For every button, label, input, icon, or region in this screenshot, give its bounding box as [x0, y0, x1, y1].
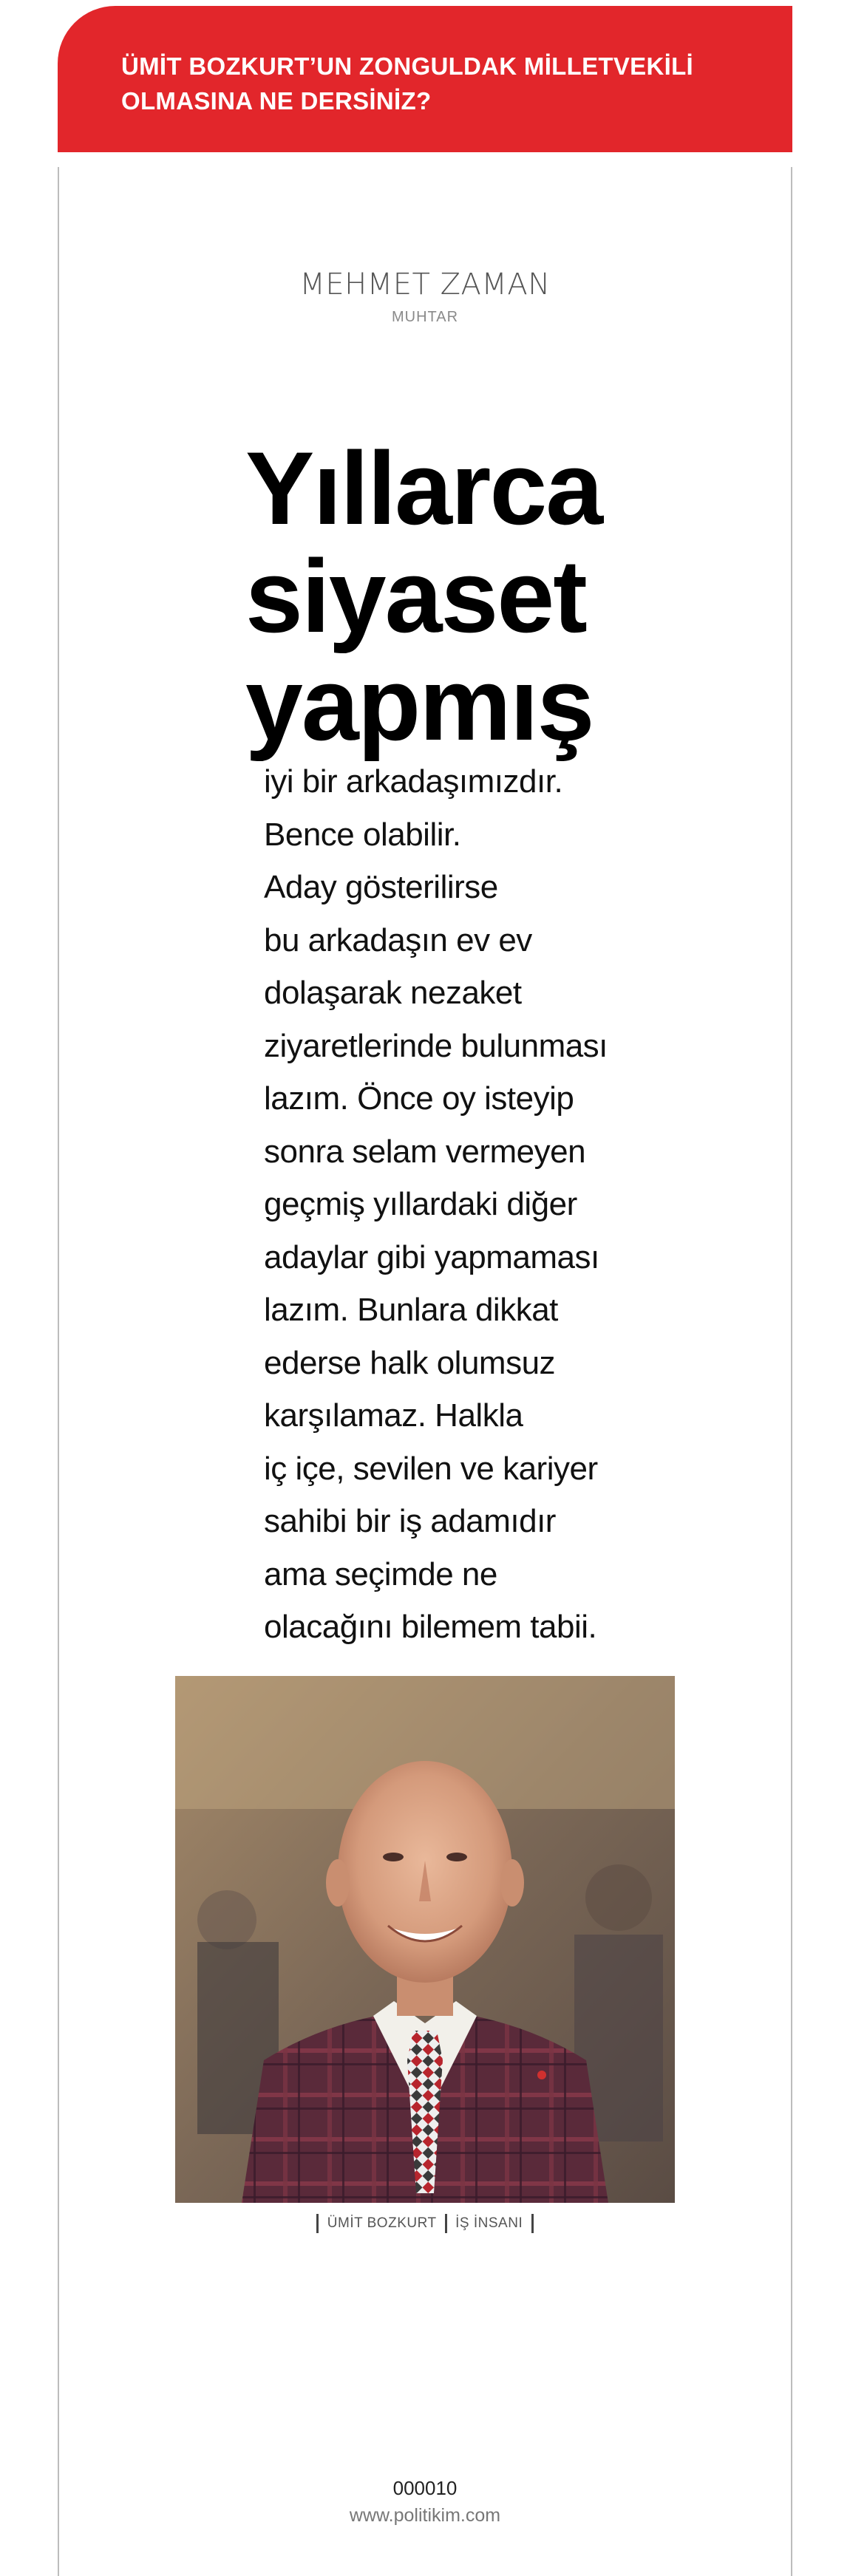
body-line: iç içe, sevilen ve kariyer	[264, 1450, 598, 1487]
article-body	[264, 755, 648, 1654]
body-line: geçmiş yıllardaki diğer	[264, 1186, 577, 1222]
headline-line: yapmış	[245, 646, 594, 762]
body-line: karşılamaz. Halkla	[264, 1397, 523, 1434]
caption-role: İŞ İNSANI	[455, 2215, 523, 2231]
header-title-line-1: ÜMİT BOZKURT’UN ZONGULDAK MİLLETVEKİLİ	[121, 52, 693, 80]
caption-divider	[445, 2214, 447, 2233]
portrait-illustration	[175, 1676, 675, 2203]
body-line: dolaşarak nezaket	[264, 975, 522, 1011]
body-line: Aday gösterilirse	[264, 869, 498, 905]
body-line: lazım. Bunlara dikkat	[264, 1292, 558, 1328]
body-line: adaylar gibi yapmaması	[264, 1238, 599, 1275]
caption-divider	[531, 2214, 534, 2233]
body-line: ama seçimde ne	[264, 1556, 497, 1592]
photo-caption	[0, 2214, 850, 2233]
body-line: ziyaretlerinde bulunması	[264, 1027, 608, 1064]
body-line: sahibi bir iş adamıdır	[264, 1503, 556, 1539]
caption-divider	[316, 2214, 319, 2233]
page-number: 000010	[392, 2477, 458, 2499]
body-line: ederse halk olumsuz	[264, 1344, 556, 1381]
body-line: bu arkadaşın ev ev	[264, 921, 532, 958]
header-title-line-2: OLMASINA NE DERSİNİZ?	[121, 87, 432, 115]
headline-line: Yıllarca	[245, 430, 602, 546]
header-banner	[58, 6, 792, 152]
headline-line: siyaset	[245, 538, 586, 654]
portrait-photo	[175, 1676, 675, 2203]
body-line: lazım. Önce oy isteyip	[264, 1080, 574, 1117]
body-line: sonra selam vermeyen	[264, 1133, 586, 1170]
site-url: www.politikim.com	[349, 2505, 501, 2526]
body-line: olacağını bilemem tabii.	[264, 1609, 597, 1645]
author-role: MUHTAR	[391, 309, 459, 325]
header-title	[121, 49, 757, 118]
body-line: Bence olabilir.	[264, 816, 461, 853]
author-name: MEHMET ZAMAN	[299, 268, 551, 301]
caption-name: ÜMİT BOZKURT	[327, 2215, 437, 2231]
body-line: iyi bir arkadaşımızdır.	[264, 763, 563, 800]
article-headline	[245, 430, 689, 762]
